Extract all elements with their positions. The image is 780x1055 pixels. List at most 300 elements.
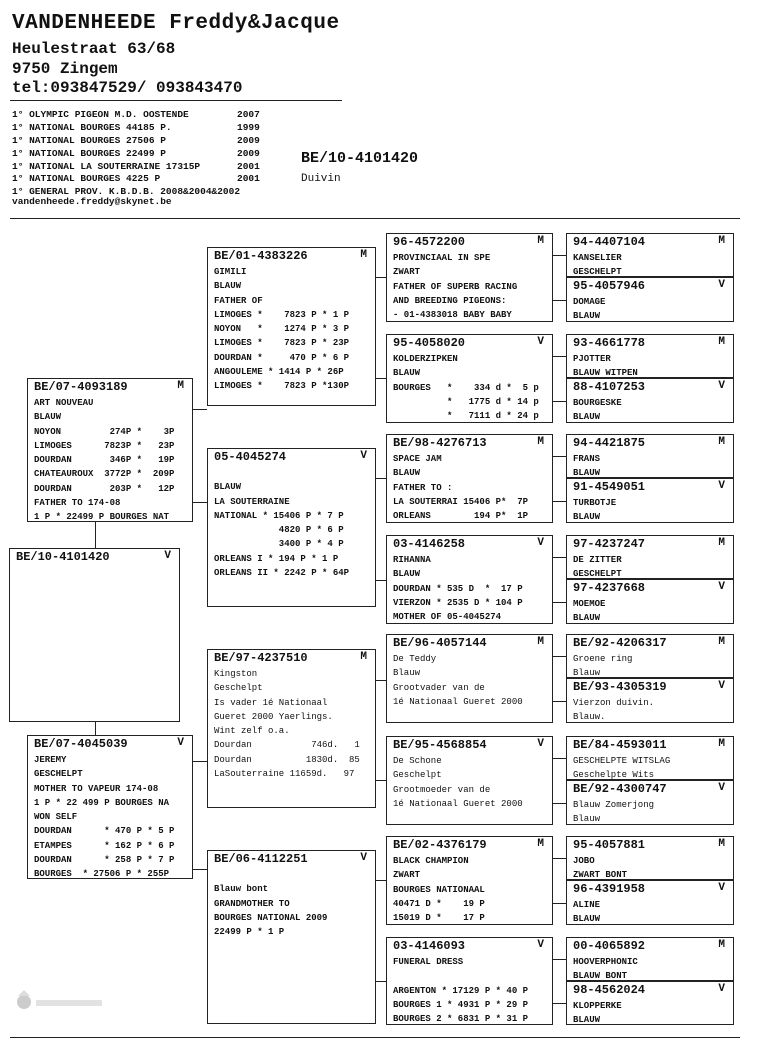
ring-number: BE/10-4101420 — [16, 550, 110, 564]
detail-line: ARGENTON * 17129 P * 40 P — [393, 985, 529, 996]
ring-number: BE/95-4568854 — [393, 738, 487, 752]
sex-marker: M — [718, 838, 725, 850]
detail-line: PJOTTER — [573, 354, 611, 364]
connector-line — [95, 522, 96, 548]
detail-line: FATHER OF SUPERB RACING — [393, 281, 518, 292]
ring-number: 91-4549051 — [573, 480, 646, 494]
pigeon-details — [393, 352, 546, 423]
sex-marker: V — [537, 336, 544, 348]
detail-line: TURBOTJE — [573, 498, 617, 508]
achievement-year: 2009 — [237, 134, 260, 146]
achievement-text: 1° NATIONAL BOURGES 4225 P — [12, 173, 161, 185]
ring-number: 96-4572200 — [393, 235, 466, 249]
pigeon-details — [393, 553, 546, 624]
sex-marker: M — [360, 651, 367, 663]
detail-line: NATIONAL * 15406 P * 7 P — [214, 510, 344, 521]
ring-number: BE/96-4057144 — [393, 636, 487, 650]
sex-marker: V — [718, 380, 725, 392]
pigeon-details — [393, 854, 546, 925]
achievement-item — [12, 134, 260, 148]
detail-line: Is vader 1é Nationaal — [214, 697, 328, 708]
pigeon-details — [573, 597, 727, 626]
detail-line: RIHANNA — [393, 555, 431, 565]
connector-line — [553, 1003, 566, 1004]
sex-marker: M — [537, 838, 544, 850]
detail-line: LIMOGES * 7823 P * 1 P — [214, 309, 350, 320]
dam-dam-box — [207, 850, 376, 1024]
detail-line: 1 P * 22499 P BOURGES NAT — [34, 512, 170, 523]
watermark-logo — [12, 988, 104, 1018]
ring-number: BE/97-4237510 — [214, 651, 308, 665]
detail-line: BOURGES * 27506 P * 255P — [34, 869, 170, 880]
sex-marker: M — [537, 235, 544, 247]
subject-sex-label: Duivin — [301, 173, 341, 185]
sex-marker: M — [718, 235, 725, 247]
achievement-text: 1° NATIONAL BOURGES 27506 P — [12, 134, 166, 146]
detail-line: 1 P * 22 499 P BOURGES NA — [34, 797, 170, 808]
sex-marker: V — [360, 852, 367, 864]
pigeon-details — [393, 652, 546, 709]
pigeon-details — [573, 854, 727, 883]
achievement-item — [12, 160, 260, 174]
ring-number: 03-4146258 — [393, 537, 466, 551]
detail-line: Grootvader van de — [393, 682, 485, 693]
detail-line: Blauw — [573, 814, 601, 825]
detail-line: FATHER TO : — [393, 482, 453, 493]
connector-line — [376, 478, 386, 479]
connector-line — [193, 502, 207, 503]
achievement-text: 1° NATIONAL LA SOUTERRAINE 17315P — [12, 160, 201, 172]
detail-line: KLOPPERKE — [573, 1001, 622, 1011]
pigeon-details — [393, 955, 546, 1026]
detail-line: LA SOUTERRAINE — [214, 496, 290, 507]
detail-line — [393, 969, 546, 983]
connector-line — [376, 277, 386, 278]
sex-marker: M — [718, 336, 725, 348]
detail-line: ORLEANS I * 194 P * 1 P — [214, 553, 339, 564]
achievement-item — [12, 109, 260, 122]
detail-line: BLAUW — [393, 569, 421, 580]
detail-line: BOURGES 1 * 4931 P * 29 P — [393, 999, 529, 1010]
detail-line: GESCHELPTE WITSLAG — [573, 756, 671, 766]
sex-marker: M — [718, 738, 725, 750]
ancestor-box-g2 — [566, 277, 734, 322]
ring-number: 97-4237668 — [573, 581, 646, 595]
detail-line: Geschelpte Wits — [573, 770, 655, 781]
ring-number: BE/06-4112251 — [214, 852, 308, 866]
sex-marker: M — [718, 436, 725, 448]
detail-line: BOURGESKE — [573, 398, 622, 408]
section-divider-bottom — [10, 1037, 740, 1038]
sex-marker: V — [537, 939, 544, 951]
connector-line — [553, 602, 566, 603]
ancestor-box-g13 — [566, 836, 734, 880]
detail-line: BLAUW — [214, 281, 242, 292]
achievement-year: 2007 — [237, 109, 260, 120]
detail-line: DE ZITTER — [573, 555, 622, 565]
ring-number: 95-4057946 — [573, 279, 646, 293]
detail-line: BLAUW — [214, 482, 242, 493]
pigeon-details — [393, 452, 546, 523]
connector-line — [553, 656, 566, 657]
detail-line: KOLDERZIPKEN — [393, 354, 458, 364]
detail-line: BOURGES NATIONAL 2009 — [214, 912, 328, 923]
detail-line: BLAUW — [573, 512, 601, 523]
detail-line: ZWART — [393, 267, 421, 278]
pigeon-details — [573, 754, 727, 783]
ring-number: 98-4562024 — [573, 983, 646, 997]
sex-marker: V — [537, 537, 544, 549]
ancestor-box-g3 — [566, 334, 734, 378]
detail-line: ANGOULEME * 1414 P * 26P — [214, 367, 344, 378]
ancestor-box-sdd — [386, 535, 553, 624]
detail-line: Dourdan 746d. 1 — [214, 740, 360, 751]
connector-line — [193, 761, 207, 762]
header-divider — [10, 100, 342, 101]
ring-number: BE/84-4593011 — [573, 738, 667, 752]
detail-line: Blauw bont — [214, 884, 269, 895]
breeder-tel: tel:093847529/ 093843470 — [12, 79, 243, 97]
pigeon-details — [393, 754, 546, 811]
detail-line: BLAUW — [393, 368, 421, 379]
connector-line — [376, 580, 386, 581]
sex-marker: V — [718, 680, 725, 692]
sex-marker: V — [718, 882, 725, 894]
detail-line: Geschelpt — [393, 770, 442, 781]
achievement-text: 1° OLYMPIC PIGEON M.D. OOSTENDE — [12, 109, 189, 120]
connector-line — [193, 869, 207, 870]
detail-line: BLAUW — [573, 412, 601, 423]
ring-number: 88-4107253 — [573, 380, 646, 394]
ancestor-box-ssd — [386, 334, 553, 423]
pigeon-details — [573, 352, 727, 381]
ring-number: 94-4407104 — [573, 235, 646, 249]
detail-line: PROVINCIAAL IN SPE — [393, 253, 491, 263]
detail-line: Grootmoeder van de — [393, 784, 491, 795]
connector-line — [553, 858, 566, 859]
connector-line — [553, 701, 566, 702]
detail-line: 4820 P * 6 P — [214, 525, 344, 536]
detail-line: De Teddy — [393, 654, 437, 664]
connector-line — [376, 780, 386, 781]
detail-line: GRANDMOTHER TO — [214, 898, 290, 909]
ancestor-box-g6 — [566, 478, 734, 523]
detail-line: NOYON * 1274 P * 3 P — [214, 324, 350, 335]
detail-line — [214, 466, 369, 480]
detail-line: WON SELF — [34, 812, 78, 823]
achievement-year: 2009 — [237, 147, 260, 159]
connector-line — [193, 409, 207, 410]
breeder-street: Heulestraat 63/68 — [12, 40, 176, 58]
ring-number: 96-4391958 — [573, 882, 646, 896]
detail-line: ETAMPES * 162 P * 6 P — [34, 840, 175, 851]
connector-line — [376, 880, 386, 881]
ancestor-box-g7 — [566, 535, 734, 579]
ring-number: BE/01-4383226 — [214, 249, 308, 263]
pigeon-details — [214, 265, 369, 394]
pigeon-details — [573, 396, 727, 425]
detail-line: FATHER TO 174-08 — [34, 498, 121, 509]
detail-line: ALINE — [573, 900, 601, 910]
achievement-item — [12, 173, 260, 186]
achievement-item — [12, 147, 260, 161]
detail-line: Kingston — [214, 669, 258, 679]
connector-line — [553, 758, 566, 759]
detail-line: 1é Nationaal Gueret 2000 — [393, 696, 523, 707]
detail-line: 40471 D * 19 P — [393, 898, 485, 909]
achievement-text: 1° NATIONAL BOURGES 22499 P — [12, 147, 166, 159]
breeder-city: 9750 Zingem — [12, 60, 118, 78]
pigeon-details — [393, 251, 546, 322]
detail-line: ZWART BONT — [573, 870, 628, 881]
ring-number: BE/92-4206317 — [573, 636, 667, 650]
pigeon-details — [573, 553, 727, 582]
detail-line: BLAUW — [573, 468, 601, 479]
dam-box — [27, 735, 193, 879]
pigeon-details — [214, 466, 369, 580]
ring-number: 03-4146093 — [393, 939, 466, 953]
ancestor-box-dsd — [386, 736, 553, 825]
detail-line: Wint zelf o.a. — [214, 726, 290, 737]
breeder-email: vandenheede.freddy@skynet.be — [12, 196, 172, 207]
detail-line: ORLEANS II * 2242 P * 64P — [214, 568, 350, 579]
breeder-name: VANDENHEEDE Freddy&Jacque — [12, 12, 340, 35]
detail-line: HOOVERPHONIC — [573, 957, 638, 967]
detail-line: BLAUW — [393, 468, 421, 479]
sex-marker: V — [718, 983, 725, 995]
sex-marker: M — [537, 436, 544, 448]
detail-line: DOURDAN * 470 P * 6 P — [214, 352, 350, 363]
detail-line: LIMOGES * 7823 P * 23P — [214, 338, 350, 349]
ring-number: BE/02-4376179 — [393, 838, 487, 852]
ancestor-box-sds — [386, 434, 553, 523]
sex-marker: V — [718, 279, 725, 291]
ancestor-box-g15 — [566, 937, 734, 981]
detail-line: De Schone — [393, 756, 442, 766]
connector-line — [553, 456, 566, 457]
ring-number: 95-4057881 — [573, 838, 646, 852]
connector-line — [553, 557, 566, 558]
sex-marker: M — [177, 380, 184, 392]
sex-marker: M — [718, 939, 725, 951]
ring-number: 00-4065892 — [573, 939, 646, 953]
detail-line: BLAUW WITPEN — [573, 368, 638, 379]
detail-line: 3400 P * 4 P — [214, 539, 344, 550]
detail-line: DOURDAN * 470 P * 5 P — [34, 826, 175, 837]
sire-sire-box — [207, 247, 376, 406]
detail-line: FATHER OF — [214, 295, 263, 306]
detail-line: 1é Nationaal Gueret 2000 — [393, 798, 523, 809]
ancestor-box-g14 — [566, 880, 734, 925]
section-divider-top — [10, 218, 740, 219]
ancestor-box-ddd — [386, 937, 553, 1025]
detail-line: DOURDAN 346P * 19P — [34, 455, 175, 466]
subject-box — [9, 548, 180, 722]
detail-line: BLAUW BONT — [573, 971, 628, 982]
detail-line: KANSELIER — [573, 253, 622, 263]
ring-number: BE/92-4300747 — [573, 782, 667, 796]
ring-number: 94-4421875 — [573, 436, 646, 450]
achievement-year: 2001 — [237, 173, 260, 185]
pigeon-details — [573, 295, 727, 324]
achievement-item — [12, 121, 260, 135]
ring-number: 05-4045274 — [214, 450, 287, 464]
ancestor-box-g16 — [566, 981, 734, 1025]
pigeon-details — [573, 251, 727, 280]
detail-line: LIMOGES 7823P * 23P — [34, 440, 175, 451]
connector-line — [376, 981, 386, 982]
ring-number: 97-4237247 — [573, 537, 646, 551]
detail-line: NOYON 274P * 3P — [34, 426, 175, 437]
detail-line: MOTHER TO VAPEUR 174-08 — [34, 783, 159, 794]
ancestor-box-g11 — [566, 736, 734, 780]
connector-line — [553, 300, 566, 301]
detail-line: LIMOGES * 7823 P *130P — [214, 381, 350, 392]
pigeon-details — [573, 452, 727, 481]
sex-marker: M — [718, 636, 725, 648]
detail-line: GESCHELPT — [34, 769, 83, 780]
detail-line: DOURDAN 203P * 12P — [34, 483, 175, 494]
detail-line: LaSouterraine 11659d. 97 — [214, 769, 355, 780]
detail-line: BLAUW — [573, 1015, 601, 1026]
connector-line — [95, 722, 96, 735]
detail-line: GESCHELPT — [573, 569, 622, 580]
connector-line — [553, 401, 566, 402]
detail-line: VIERZON * 2535 D * 104 P — [393, 597, 523, 608]
detail-line: ZWART — [393, 870, 421, 881]
pigeon-details — [214, 868, 369, 939]
achievement-year: 1999 — [237, 121, 260, 133]
connector-line — [376, 378, 386, 379]
detail-line: AND BREEDING PIGEONS: — [393, 295, 507, 306]
detail-line: LA SOUTERRAI 15406 P* 7P — [393, 496, 529, 507]
sex-marker: M — [537, 636, 544, 648]
ancestor-box-g5 — [566, 434, 734, 478]
ancestor-box-g4 — [566, 378, 734, 423]
sex-marker: V — [537, 738, 544, 750]
achievements-list — [12, 109, 260, 199]
detail-line: FUNERAL DRESS — [393, 957, 464, 967]
connector-line — [553, 501, 566, 502]
detail-line: GIMILI — [214, 267, 247, 277]
sex-marker: M — [360, 249, 367, 261]
detail-line: Blauw — [573, 668, 601, 679]
connector-line — [376, 680, 386, 681]
sex-marker: V — [164, 550, 171, 562]
ancestor-box-g8 — [566, 579, 734, 624]
detail-line: SPACE JAM — [393, 454, 442, 464]
sex-marker: M — [718, 537, 725, 549]
detail-line: 15019 D * 17 P — [393, 913, 485, 924]
detail-line: JOBO — [573, 856, 595, 866]
sire-box — [27, 378, 193, 522]
detail-line: * 7111 d * 24 p — [393, 411, 539, 422]
sex-marker: V — [177, 737, 184, 749]
detail-line: - 01-4383018 BABY BABY — [393, 310, 512, 321]
detail-line: BLACK CHAMPION — [393, 856, 469, 866]
detail-line: DOMAGE — [573, 297, 606, 307]
ancestor-box-dds — [386, 836, 553, 925]
detail-line: BOURGES NATIONAAL — [393, 884, 485, 895]
ring-number: 93-4661778 — [573, 336, 646, 350]
pigeon-details — [573, 652, 727, 681]
detail-line — [214, 868, 369, 882]
connector-line — [553, 903, 566, 904]
ancestor-box-g1 — [566, 233, 734, 277]
connector-line — [553, 803, 566, 804]
pigeon-details — [34, 753, 186, 882]
ring-number: BE/93-4305319 — [573, 680, 667, 694]
detail-line: ART NOUVEAU — [34, 398, 94, 408]
detail-line: BLAUW — [34, 412, 62, 423]
pigeon-details — [573, 999, 727, 1028]
detail-line: Gueret 2000 Yaerlings. — [214, 711, 333, 722]
detail-line: DOURDAN * 535 D * 17 P — [393, 583, 523, 594]
detail-line: GESCHELPT — [573, 267, 622, 278]
detail-line: Blauw. — [573, 712, 606, 723]
pigeon-details — [573, 696, 727, 725]
achievement-text: 1° NATIONAL BOURGES 44185 P. — [12, 121, 172, 133]
pigeon-details — [573, 898, 727, 927]
sex-marker: V — [360, 450, 367, 462]
sex-marker: V — [718, 480, 725, 492]
detail-line: * 1775 d * 14 p — [393, 396, 539, 407]
detail-line: Dourdan 1830d. 85 — [214, 754, 360, 765]
detail-line: BLAUW — [573, 613, 601, 624]
ancestor-box-sss — [386, 233, 553, 322]
detail-line: ORLEANS 194 P* 1P — [393, 511, 529, 522]
pigeon-details — [573, 955, 727, 984]
ancestor-box-g10 — [566, 678, 734, 723]
achievement-text: 1° GENERAL PROV. K.B.D.B. 2008&2004&2002 — [12, 186, 241, 198]
dam-sire-box — [207, 649, 376, 808]
ancestor-box-g9 — [566, 634, 734, 678]
ring-number: BE/07-4045039 — [34, 737, 128, 751]
detail-line: DOURDAN * 258 P * 7 P — [34, 855, 175, 866]
pigeon-details — [214, 667, 369, 781]
detail-line: BLAUW — [573, 914, 601, 925]
detail-line: JEREMY — [34, 755, 67, 765]
ancestor-box-dss — [386, 634, 553, 723]
detail-line: BOURGES * 334 d * 5 p — [393, 382, 539, 393]
sex-marker: V — [718, 581, 725, 593]
ancestor-box-g12 — [566, 780, 734, 825]
detail-line: CHATEAUROUX 3772P * 209P — [34, 469, 175, 480]
pigeon-details — [34, 396, 186, 525]
detail-line: Geschelpt — [214, 683, 263, 694]
detail-line: MOTHER OF 05-4045274 — [393, 612, 502, 623]
detail-line: Blauw Zomerjong — [573, 800, 655, 810]
connector-line — [553, 255, 566, 256]
detail-line: 22499 P * 1 P — [214, 927, 285, 938]
sex-marker: V — [718, 782, 725, 794]
detail-line: FRANS — [573, 454, 601, 464]
pigeon-details — [573, 496, 727, 525]
ring-number: BE/07-4093189 — [34, 380, 128, 394]
subject-ring-number: BE/10-4101420 — [301, 150, 419, 167]
detail-line: MOEMOE — [573, 599, 606, 609]
ring-number: 95-4058020 — [393, 336, 466, 350]
achievement-year: 2001 — [237, 160, 260, 172]
detail-line: Vierzon duivin. — [573, 698, 655, 708]
detail-line: Blauw — [393, 668, 421, 679]
detail-line: BLAUW — [573, 311, 601, 322]
detail-line: BOURGES 2 * 6831 P * 31 P — [393, 1014, 529, 1025]
ring-number: BE/98-4276713 — [393, 436, 487, 450]
pigeon-details — [573, 798, 727, 827]
connector-line — [553, 356, 566, 357]
detail-line: Groene ring — [573, 654, 633, 664]
